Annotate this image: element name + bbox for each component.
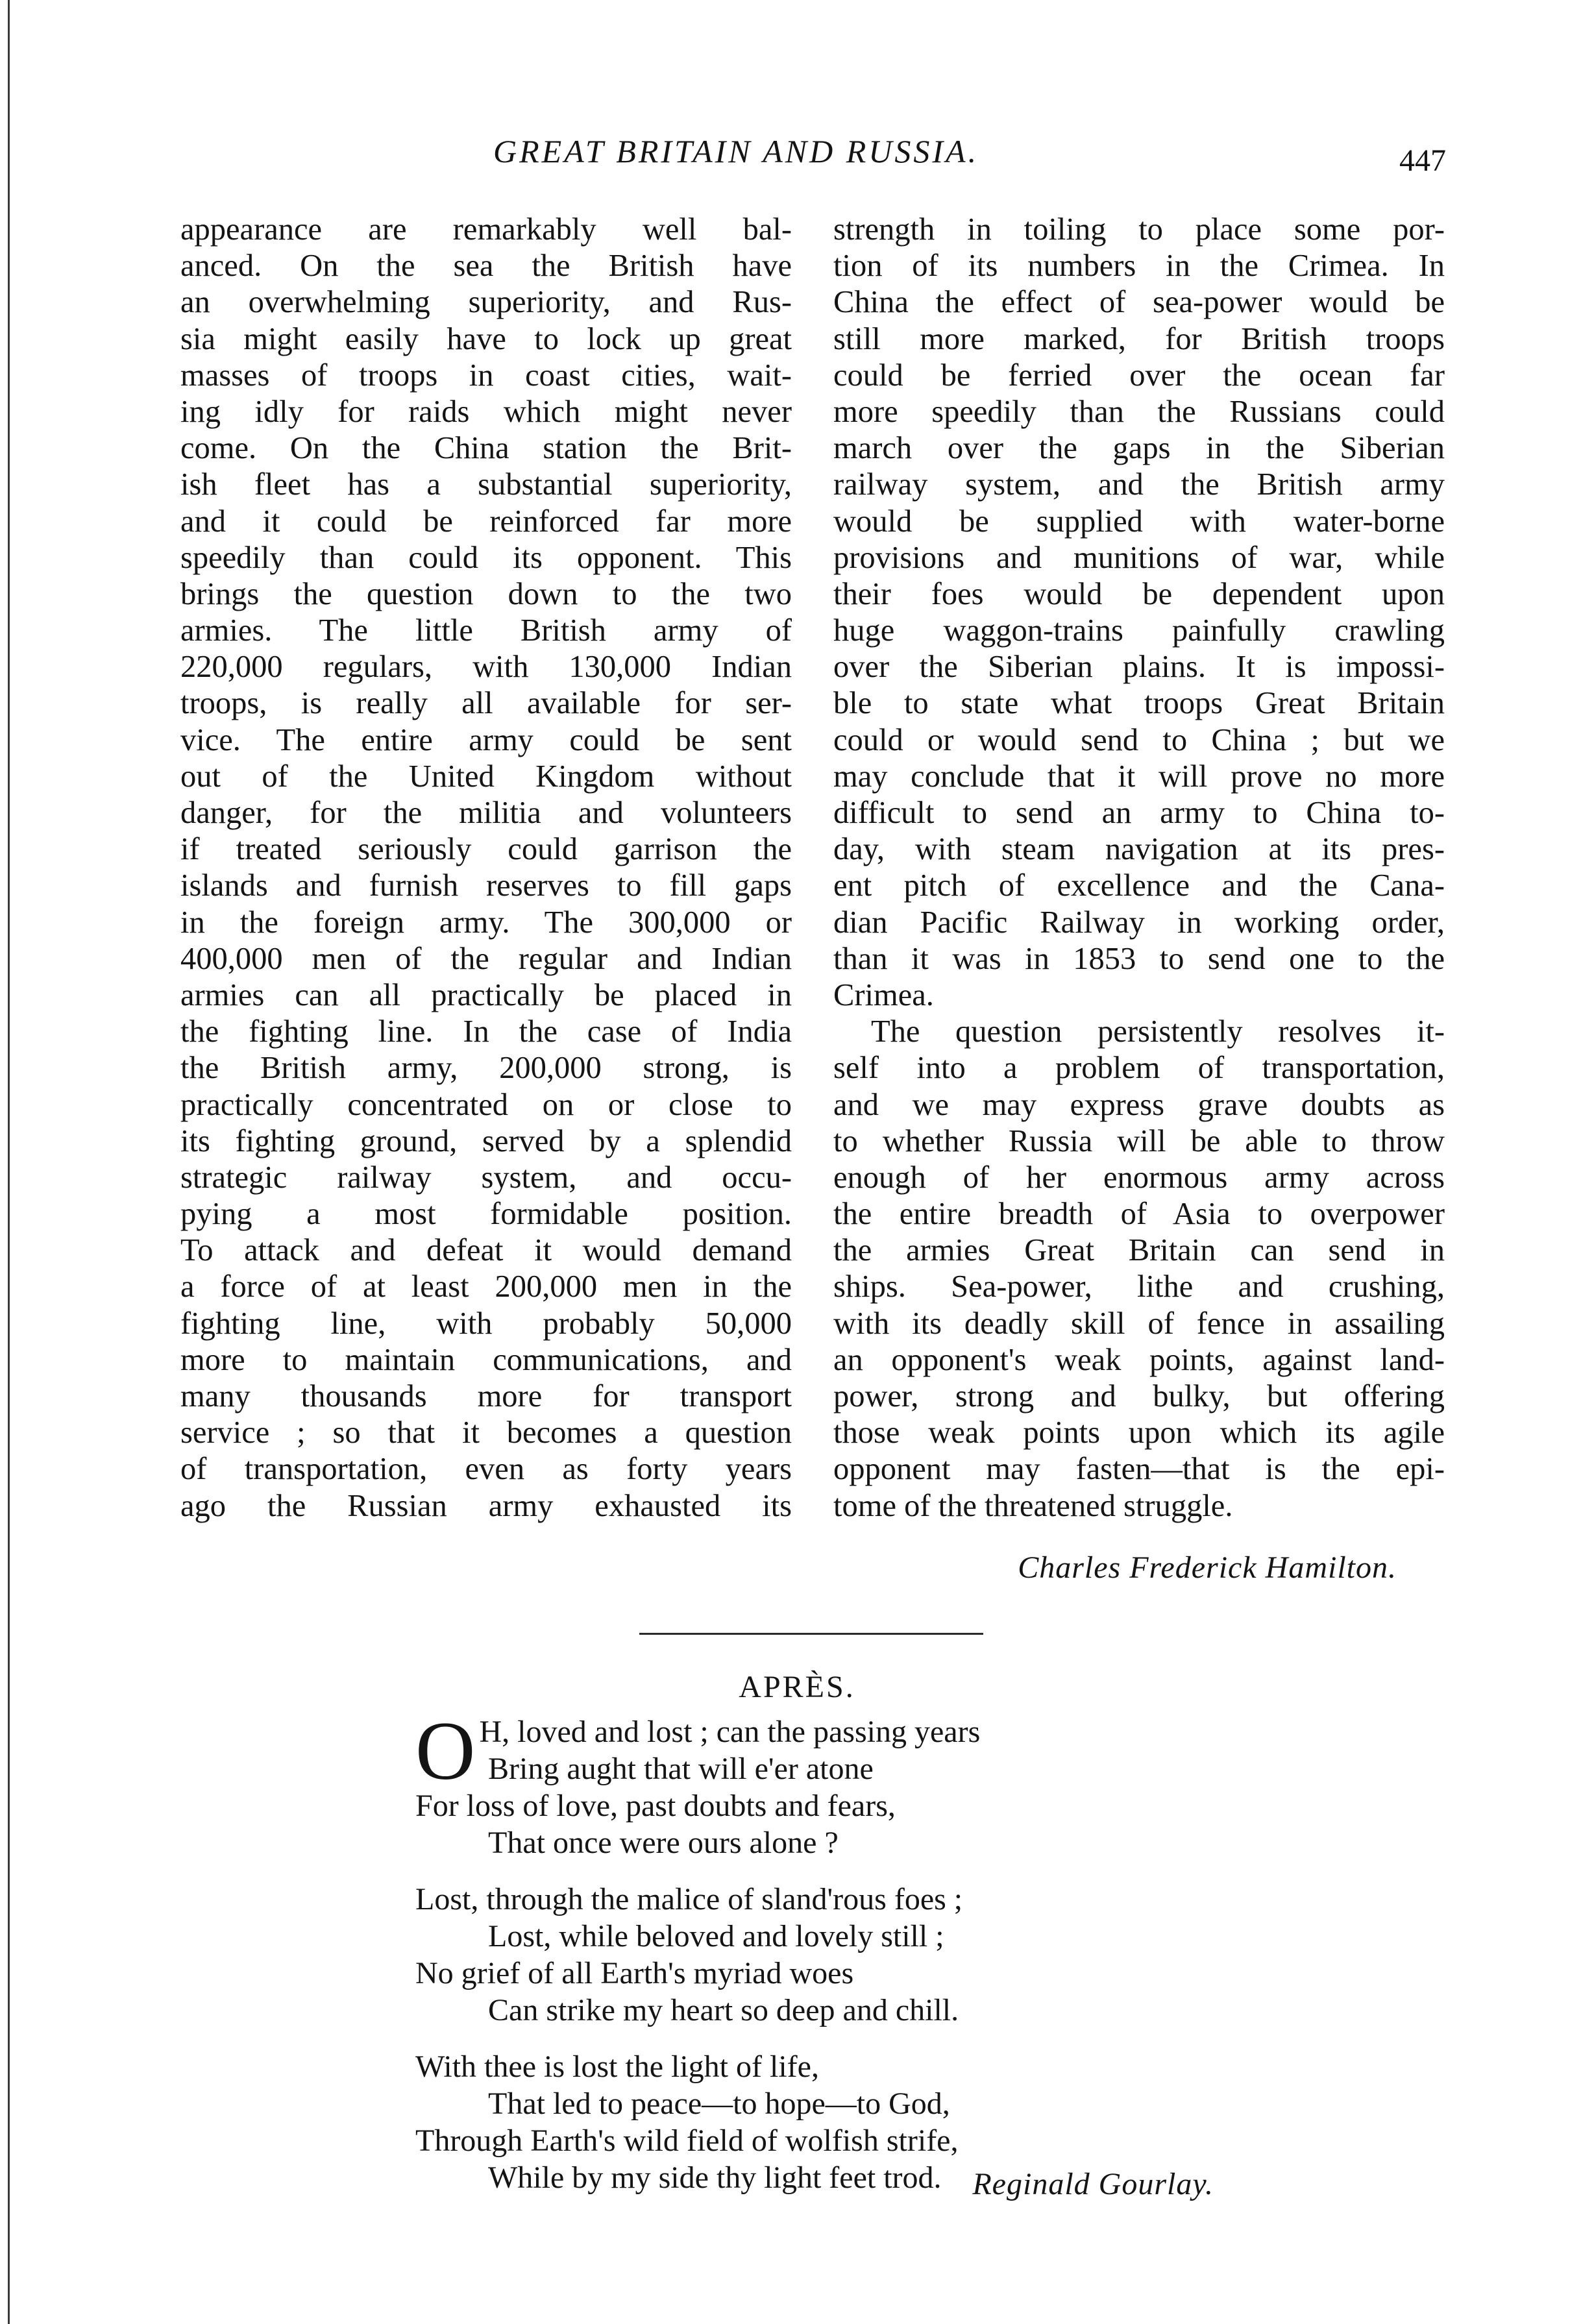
drop-cap: O	[415, 1705, 476, 1797]
text-line: huge waggon-trains painfully crawling	[833, 613, 1445, 648]
text-line: sia might easily have to lock up great	[180, 321, 792, 356]
stanza	[415, 1705, 1233, 1861]
poem	[415, 1705, 1233, 2216]
text-line: fighting line, with probably 50,000	[180, 1306, 792, 1341]
text-line: their foes would be dependent upon	[833, 576, 1445, 611]
text-line: an overwhelming superiority, and Rus-	[180, 285, 792, 320]
verse-line: Through Earth's wild field of wolfish strife,	[415, 2123, 959, 2158]
text-line: over the Siberian plains. It is impossi-	[833, 650, 1445, 685]
verse-line: Lost, through the malice of sland'rous foes ;	[415, 1882, 963, 1916]
text-line: To attack and defeat it would demand	[180, 1233, 792, 1268]
text-line: ing idly for raids which might never	[180, 394, 792, 429]
text-line: ish fleet has a substantial superiority,	[180, 467, 792, 502]
text-line: islands and furnish reserves to fill gaps	[180, 868, 792, 903]
running-head	[182, 132, 1454, 184]
text-line: brings the question down to the two	[180, 576, 792, 611]
text-line: out of the United Kingdom without	[180, 759, 792, 794]
text-line: with its deadly skill of fence in assailing	[833, 1306, 1445, 1341]
verse-line: While by my side thy light feet trod.	[488, 2160, 942, 2195]
poem-title: APRÈS.	[739, 1670, 855, 1704]
verse-line: With thee is lost the light of life,	[415, 2049, 819, 2084]
text-line: to whether Russia will be able to throw	[833, 1123, 1445, 1158]
text-line: railway system, and the British army	[833, 467, 1445, 502]
text-line: armies. The little British army of	[180, 613, 792, 648]
text-line: its fighting ground, served by a splendid	[180, 1123, 792, 1158]
verse-line: That once were ours alone ?	[488, 1826, 839, 1860]
text-line: ble to state what troops Great Britain	[833, 686, 1445, 721]
text-line: troops, is really all available for ser-	[180, 686, 792, 721]
text-line: more speedily than the Russians could	[833, 394, 1445, 429]
text-line: masses of troops in coast cities, wait-	[180, 358, 792, 393]
text-line: ago the Russian army exhausted its	[180, 1488, 792, 1523]
text-line: than it was in 1853 to send one to the	[833, 941, 1445, 976]
text-line: speedily than could its opponent. This	[180, 540, 792, 575]
article-signature: Charles Frederick Hamilton.	[1018, 1550, 1397, 1585]
text-line: the British army, 200,000 strong, is	[180, 1051, 792, 1086]
text-line: could be ferried over the ocean far	[833, 358, 1445, 393]
text-line: the fighting line. In the case of India	[180, 1014, 792, 1049]
text-line: day, with steam navigation at its pres-	[833, 832, 1445, 867]
text-line: appearance are remarkably well bal-	[180, 212, 792, 247]
text-line: dian Pacific Railway in working order,	[833, 905, 1445, 940]
text-line: self into a problem of transportation,	[833, 1051, 1445, 1086]
verse-line: Lost, while beloved and lovely still ;	[488, 1919, 944, 1953]
text-line: a force of at least 200,000 men in the	[180, 1269, 792, 1304]
running-title: GREAT BRITAIN AND RUSSIA.	[493, 133, 979, 169]
text-line: 400,000 men of the regular and Indian	[180, 941, 792, 976]
right-column	[833, 212, 1445, 1524]
text-line: strategic railway system, and occu-	[180, 1160, 792, 1195]
text-line: enough of her enormous army across	[833, 1160, 1445, 1195]
text-line: come. On the China station the Brit-	[180, 431, 792, 466]
section-divider	[639, 1633, 983, 1635]
text-line: many thousands more for transport	[180, 1379, 792, 1413]
text-line: 220,000 regulars, with 130,000 Indian	[180, 650, 792, 685]
text-line: would be supplied with water-borne	[833, 504, 1445, 539]
text-line: more to maintain communications, and	[180, 1342, 792, 1377]
text-line: tion of its numbers in the Crimea. In	[833, 249, 1445, 284]
paragraph	[833, 1014, 1445, 1524]
verse-line: For loss of love, past doubts and fears,	[415, 1789, 896, 1823]
text-line: armies can all practically be placed in	[180, 977, 792, 1012]
text-line: of transportation, even as forty years	[180, 1452, 792, 1487]
text-line: could or would send to China ; but we	[833, 722, 1445, 757]
verse-line: H, loved and lost ; can the passing years	[479, 1715, 981, 1749]
text-line: difficult to send an army to China to-	[833, 796, 1445, 830]
text-line: vice. The entire army could be sent	[180, 722, 792, 757]
text-line: may conclude that it will prove no more	[833, 759, 1445, 794]
text-line: danger, for the militia and volunteers	[180, 796, 792, 830]
verse-line: Bring aught that will e'er atone	[488, 1752, 874, 1786]
text-line: provisions and munitions of war, while	[833, 540, 1445, 575]
text-line: service ; so that it becomes a question	[180, 1415, 792, 1450]
text-line: the entire breadth of Asia to overpower	[833, 1197, 1445, 1232]
text-line: those weak points upon which its agile	[833, 1415, 1445, 1450]
text-line: march over the gaps in the Siberian	[833, 431, 1445, 466]
text-line: anced. On the sea the British have	[180, 249, 792, 284]
text-line: China the effect of sea-power would be	[833, 285, 1445, 320]
poem-signature: Reginald Gourlay.	[972, 2167, 1214, 2201]
text-line: and we may express grave doubts as	[833, 1087, 1445, 1122]
text-line: opponent may fasten—that is the epi-	[833, 1452, 1445, 1487]
stanza	[415, 1881, 1233, 2029]
text-line: pying a most formidable position.	[180, 1197, 792, 1232]
text-line: ent pitch of excellence and the Cana-	[833, 868, 1445, 903]
text-line: The question persistently resolves it-	[871, 1014, 1445, 1049]
left-column	[180, 212, 792, 1524]
paragraph	[833, 212, 1445, 1014]
text-line: if treated seriously could garrison the	[180, 832, 792, 867]
page-number: 447	[1399, 143, 1446, 178]
text-line: Crimea.	[833, 977, 934, 1012]
text-line: still more marked, for British troops	[833, 321, 1445, 356]
page-edge-rule	[8, 0, 10, 2324]
text-line: ships. Sea-power, lithe and crushing,	[833, 1269, 1445, 1304]
text-line: tome of the threatened struggle.	[833, 1488, 1233, 1523]
text-line: strength in toiling to place some por-	[833, 212, 1445, 247]
verse-line: That led to peace—to hope—to God,	[488, 2086, 950, 2121]
text-line: practically concentrated on or close to	[180, 1087, 792, 1122]
text-line: the armies Great Britain can send in	[833, 1233, 1445, 1268]
verse-line: Can strike my heart so deep and chill.	[488, 1993, 959, 2027]
text-line: power, strong and bulky, but offering	[833, 1379, 1445, 1413]
verse-line: No grief of all Earth's myriad woes	[415, 1956, 854, 1990]
text-line: in the foreign army. The 300,000 or	[180, 905, 792, 940]
text-line: and it could be reinforced far more	[180, 504, 792, 539]
text-line: an opponent's weak points, against land-	[833, 1342, 1445, 1377]
